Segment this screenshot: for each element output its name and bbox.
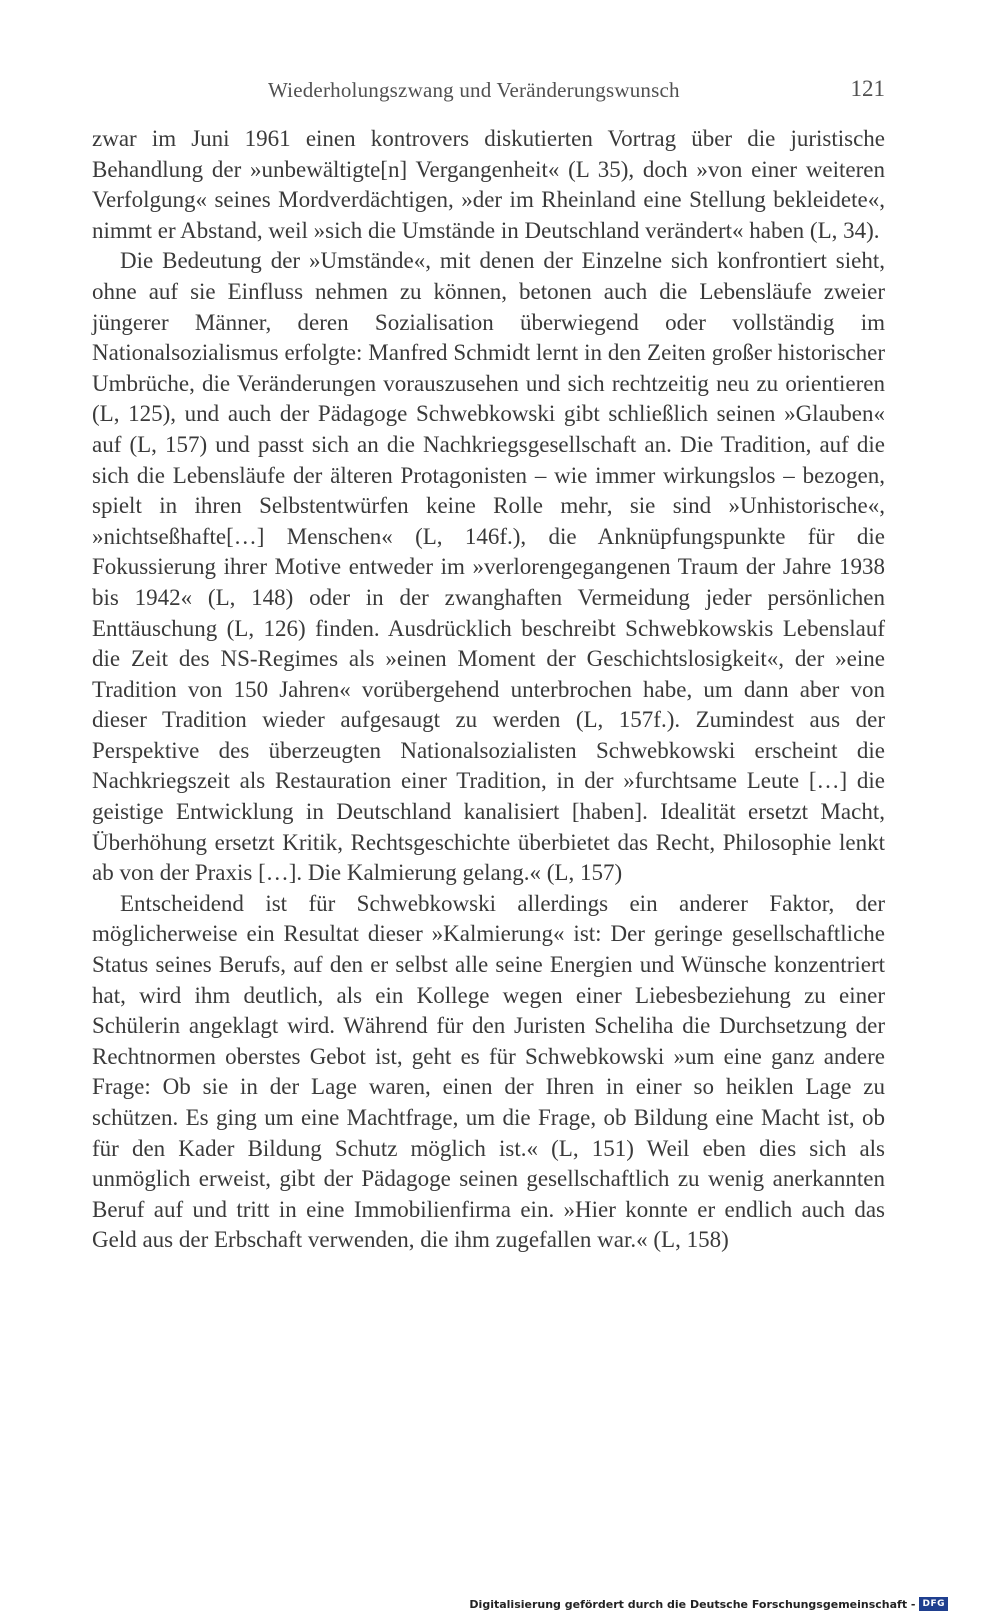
document-page (92, 0, 885, 1618)
digitization-credit (469, 1597, 948, 1611)
paragraph-1: zwar im Juni 1961 einen kontrovers diskutierten Vortrag über die juristische Behandlung der »unbewältigte[n] Vergangenheit« (L 35), doch »von einer weiteren Verfolgung« seines Mordverdächtigen, »der im Rheinland eine Stellung bekleidete«, nimmt er Abstand, weil »sich die Umstände in Deutschland verändert« haben (L, 34). (92, 126, 885, 243)
paragraph-2: Die Bedeutung der »Umstände«, mit denen der Einzelne sich konfrontiert sieht, ohne auf sie Einfluss nehmen zu können, betonen auch die Lebensläufe zweier jüngerer Männer, deren Sozialisation überwiegend oder vollständig im Nationalsozialismus erfolgte: Manfred Schmidt lernt in den Zeiten großer historischer Umbrüche, die Veränderungen vorauszusehen und sich rechtzeitig neu zu orientieren (L, 125), und auch der Pädagoge Schwebkowski gibt schließlich seinen »Glauben« auf (L, 157) und passt sich an die Nachkriegsgesellschaft an. Die Tradition, auf die sich die Lebensläufe der älteren Protagonisten – wie immer wirkungslos – bezogen, spielt in ihren Selbstentwürfen keine Rolle mehr, sie sind »Unhistorische«, »nichtseßhafte[…] Menschen« (L, 146f.), die Anknüpfungspunkte für die Fokussierung ihrer Motive entweder im »verlorengegangenen Traum der Jahre 1938 bis 1942« (L, 148) oder in der zwanghaften Vermeidung jeder persönlichen Enttäuschung (L, 126) finden. Ausdrücklich beschreibt Schwebkowskis Lebenslauf die Zeit des NS-Regimes als »einen Moment der Geschichtslosigkeit«, der »eine Tradition von 150 Jahren« vorübergehend unterbrochen habe, um dann aber von dieser Tradition wieder aufgesaugt zu werden (L, 157f.). Zumindest aus der Perspektive des überzeugten Nationalsozialisten Schwebkowski erscheint die Nachkriegszeit als Restauration einer Tradition, in der »furchtsame Leute […] die geistige Entwicklung in Deutschland kanalisiert [haben]. Idealität ersetzt Macht, Überhöhung ersetzt Kritik, Rechtsgeschichte überbietet das Recht, Philosophie lenkt ab von der Praxis […]. Die Kalmierung gelang.« (L, 157) (92, 248, 885, 886)
credit-text: Digitalisierung gefördert durch die Deutsche Forschungsgemeinschaft - (469, 1597, 916, 1611)
body-text (92, 124, 885, 1256)
running-title: Wiederholungszwang und Veränderungswunsch (268, 78, 680, 102)
dfg-logo: DFG (919, 1597, 948, 1611)
page-number: 121 (850, 76, 885, 101)
running-head (92, 78, 885, 108)
paragraph-3: Entscheidend ist für Schwebkowski allerdings ein anderer Faktor, der möglicherweise ein Resultat dieser »Kalmierung« ist: Der geringe gesellschaftliche Status seines Berufs, auf den er selbst alle seine Energien und Wünsche konzentriert hat, wird ihm deutlich, als ein Kollege wegen einer Liebesbeziehung zu einer Schülerin angeklagt wird. Während für den Juristen Scheliha die Durchsetzung der Rechtnormen oberstes Gebot ist, geht es für Schwebkowski »um eine ganz andere Frage: Ob sie in der Lage waren, einen der Ihren in einer so heiklen Lage zu schützen. Es ging um eine Machtfrage, um die Frage, ob Bildung eine Macht ist, ob für den Kader Bildung Schutz möglich ist.« (L, 151) Weil eben dies sich als unmöglich erweist, gibt der Pädagoge seinen gesellschaftlich zu wenig anerkannten Beruf auf und tritt in eine Immobilienfirma ein. »Hier konnte er endlich auch das Geld aus der Erbschaft verwenden, die ihm zugefallen war.« (L, 158) (92, 890, 885, 1253)
